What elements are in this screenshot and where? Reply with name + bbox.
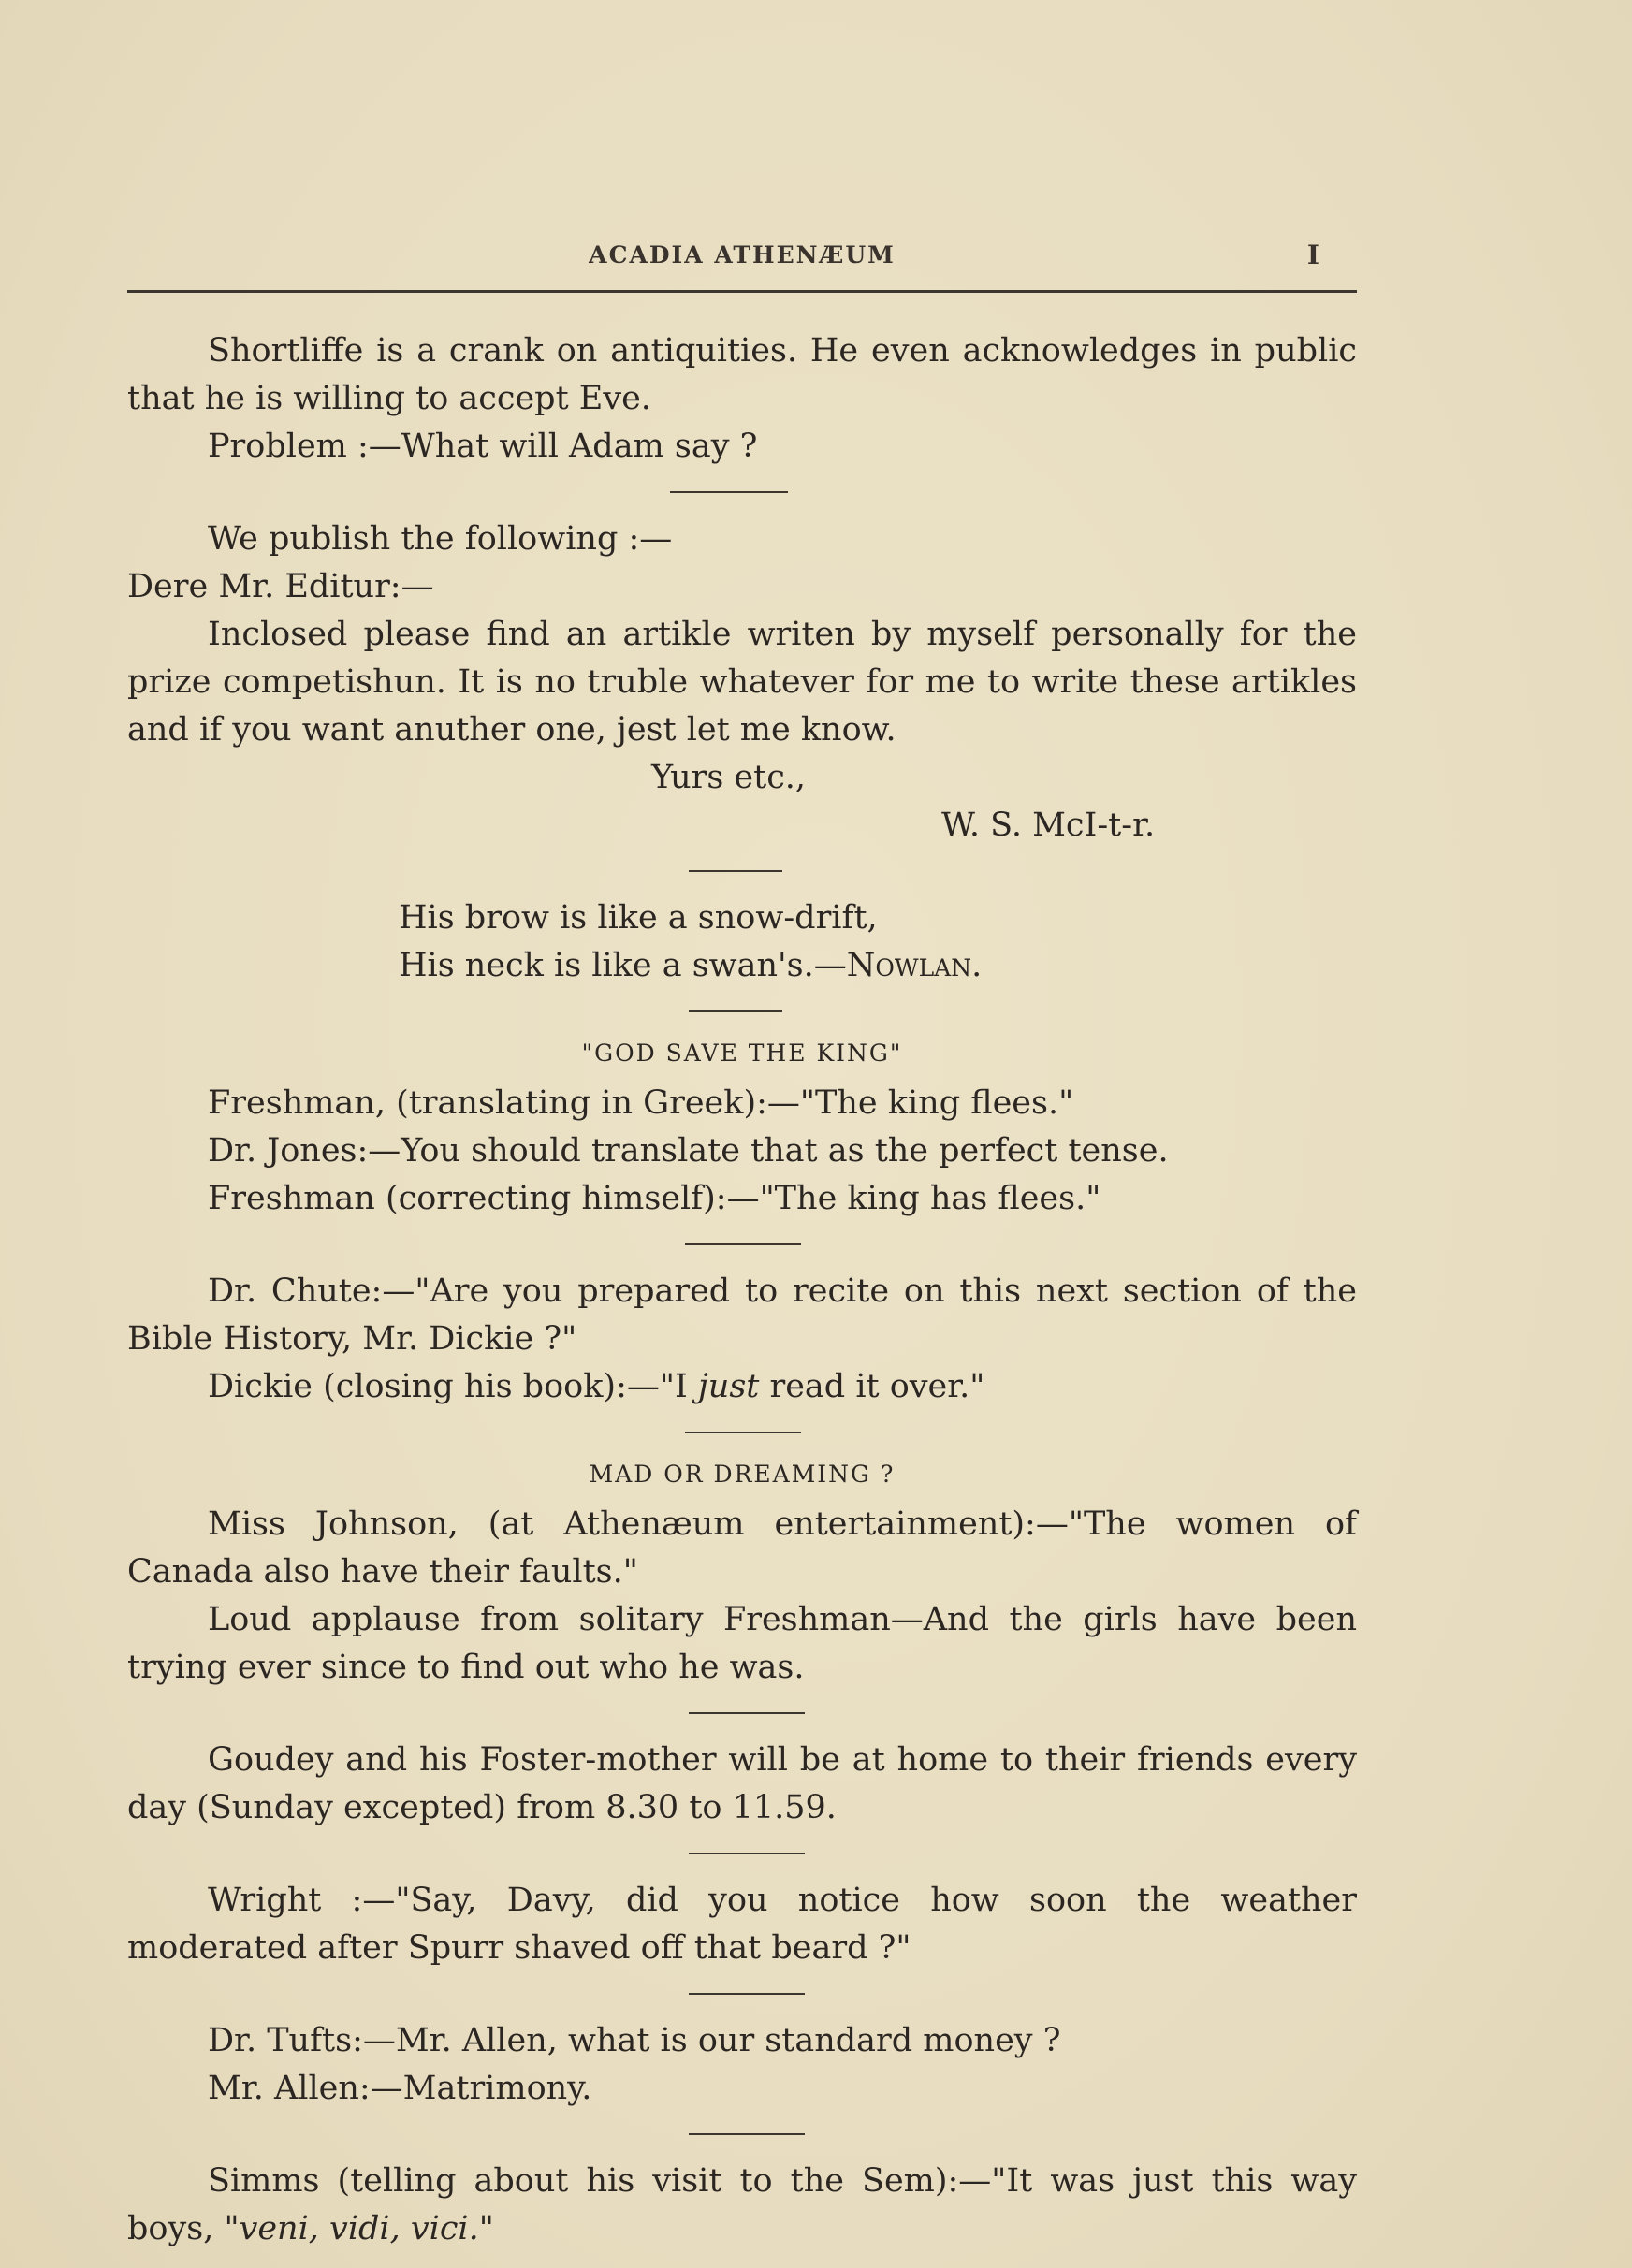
paragraph-tufts: Dr. Tufts:—Mr. Allen, what is our standard money ?	[208, 2022, 1061, 2059]
paragraph-dickie	[127, 1363, 1357, 1411]
paragraph-allen: Mr. Allen:—Matrimony.	[208, 2070, 592, 2107]
dickie-text-italic: just	[697, 1368, 760, 1405]
paragraph-simms	[127, 2158, 1357, 2253]
paragraph-applause: Loud applause from solitary Freshman—And the girls have been trying ever since to find out who he was.	[127, 1601, 1357, 1686]
letter-body: Inclosed please find an artikle writen by myself personally for the prize competishun. It is no truble whatever for me to write these artikles and if you want anuther one, jest let me know.	[127, 616, 1357, 749]
separator-rule	[689, 870, 782, 872]
separator-rule	[685, 1243, 801, 1245]
simms-text: Simms (telling about his visit to the Sem):—"It was just this way boys,	[127, 2162, 1357, 2247]
letter-signature: W. S. McI-t-r.	[941, 807, 1156, 844]
separator-rule	[689, 1712, 805, 1714]
paragraph-shortliffe: Shortliffe is a crank on antiquities. He even acknowledges in public that he is willing to accept Eve.	[127, 332, 1357, 417]
heading-god-save-the-king: "GOD SAVE THE KING"	[581, 1040, 903, 1067]
paragraph-problem: Problem :—What will Adam say ?	[208, 428, 758, 465]
page-header	[127, 241, 1357, 269]
paragraph-publish-intro: We publish the following :—	[208, 520, 673, 558]
paragraph-wright: Wright :—"Say, Davy, did you notice how soon the weather moderated after Spurr shaved off that beard ?"	[127, 1882, 1357, 1967]
paragraph-jones: Dr. Jones:—You should translate that as the perfect tense.	[208, 1132, 1169, 1170]
simms-latin-italic: "veni, vidi, vici."	[224, 2210, 494, 2247]
paragraph-freshman-1: Freshman, (translating in Greek):—"The king flees."	[208, 1084, 1074, 1122]
page-number: I	[1306, 240, 1319, 270]
paragraph-johnson: Miss Johnson, (at Athenæum entertainment):—"The women of Canada also have their faults."	[127, 1505, 1357, 1591]
heading-mad-or-dreaming: MAD OR DREAMING ?	[589, 1461, 896, 1488]
separator-rule	[689, 1853, 805, 1854]
dickie-text-post: read it over."	[759, 1368, 985, 1405]
page-body	[127, 327, 1357, 2253]
separator-rule	[685, 1432, 801, 1433]
running-title: ACADIA ATHENÆUM	[589, 241, 896, 269]
letter-sign-off: Yurs etc.,	[651, 759, 807, 796]
separator-rule	[689, 1010, 782, 1012]
paragraph-freshman-2: Freshman (correcting himself):—"The king has flees."	[208, 1180, 1101, 1217]
poem-line-2-text: His neck is like a swan's.—	[399, 947, 847, 984]
poem-line-1: His brow is like a snow-drift,	[399, 899, 878, 937]
poem-author: Nowlan.	[846, 947, 983, 984]
separator-rule	[689, 1993, 805, 1995]
paragraph-goudey: Goudey and his Foster-mother will be at home to their friends every day (Sunday excepted) from 8.30 to 11.59.	[127, 1741, 1357, 1826]
letter-salutation: Dere Mr. Editur:—	[127, 568, 434, 605]
dickie-text-pre: Dickie (closing his book):—"I	[208, 1368, 698, 1405]
separator-rule	[670, 491, 788, 493]
header-rule	[127, 290, 1357, 293]
poem-line-2	[127, 942, 1357, 990]
paragraph-chute: Dr. Chute:—"Are you prepared to recite on this next section of the Bible History, Mr. Dickie ?"	[127, 1272, 1357, 1358]
separator-rule	[689, 2133, 805, 2135]
